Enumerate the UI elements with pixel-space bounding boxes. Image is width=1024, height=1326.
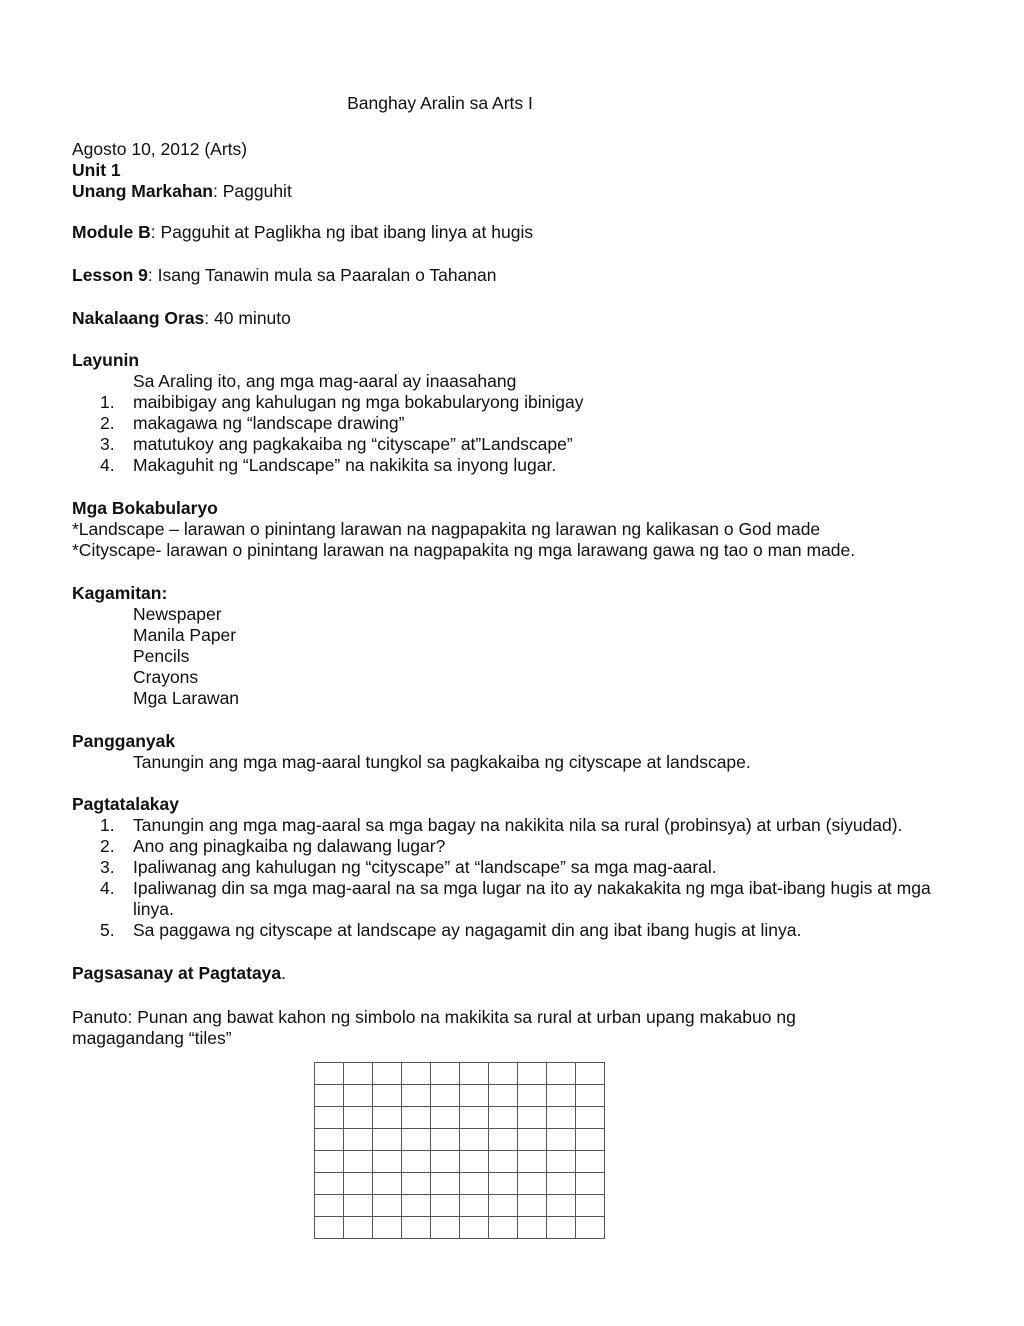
tile-grid[interactable]	[314, 1062, 605, 1239]
tile-row	[315, 1217, 605, 1239]
tile-cell[interactable]	[460, 1217, 489, 1239]
list-item: Pencils	[133, 646, 190, 666]
markahan-line: Unang Markahan: Pagguhit	[72, 181, 292, 201]
tile-cell[interactable]	[518, 1063, 547, 1085]
layunin-heading: Layunin	[72, 350, 140, 370]
tile-cell[interactable]	[373, 1151, 402, 1173]
tile-cell[interactable]	[547, 1085, 576, 1107]
pangganyak-text: Tanungin ang mga mag-aaral tungkol sa pagkakaiba ng cityscape at landscape.	[133, 752, 751, 772]
tile-cell[interactable]	[489, 1085, 518, 1107]
layunin-section	[72, 350, 583, 476]
tile-cell[interactable]	[315, 1151, 344, 1173]
tile-cell[interactable]	[315, 1129, 344, 1151]
list-item: 3. matutukoy ang pagkakaiba ng “cityscape” at”Landscape”	[100, 434, 573, 454]
tile-cell[interactable]	[402, 1217, 431, 1239]
tile-cell[interactable]	[315, 1085, 344, 1107]
tile-cell[interactable]	[576, 1063, 605, 1085]
tile-cell[interactable]	[460, 1151, 489, 1173]
tile-cell[interactable]	[431, 1129, 460, 1151]
tile-cell[interactable]	[518, 1085, 547, 1107]
tile-cell[interactable]	[373, 1217, 402, 1239]
tile-cell[interactable]	[547, 1151, 576, 1173]
tile-cell[interactable]	[489, 1063, 518, 1085]
tile-row	[315, 1173, 605, 1195]
list-item: 2. Ano ang pinagkaiba ng dalawang lugar?	[100, 836, 446, 856]
tile-cell[interactable]	[315, 1173, 344, 1195]
layunin-intro: Sa Araling ito, ang mga mag-aaral ay inaasahang	[133, 371, 517, 391]
tile-row	[315, 1085, 605, 1107]
tile-cell[interactable]	[373, 1173, 402, 1195]
tile-cell[interactable]	[402, 1085, 431, 1107]
tile-cell[interactable]	[576, 1217, 605, 1239]
tile-cell[interactable]	[518, 1107, 547, 1129]
tile-cell[interactable]	[547, 1217, 576, 1239]
list-item: 5. Sa paggawa ng cityscape at landscape ay nagagamit din ang ibat ibang hugis at linya.	[100, 920, 802, 940]
lesson-date: Agosto 10, 2012 (Arts)	[72, 139, 248, 159]
tile-cell[interactable]	[315, 1107, 344, 1129]
layunin-list	[72, 392, 583, 476]
tile-row	[315, 1195, 605, 1217]
tile-cell[interactable]	[518, 1173, 547, 1195]
tile-cell[interactable]	[489, 1129, 518, 1151]
tile-cell[interactable]	[373, 1063, 402, 1085]
tile-row	[315, 1129, 605, 1151]
pagsasanay-instruction: Panuto: Punan ang bawat kahon ng simbolo na makikita sa rural at urban upang makabuo ng magagandang “tiles”	[72, 1007, 796, 1048]
pagsasanay-heading: Pagsasanay at Pagtataya.	[72, 963, 287, 983]
tile-cell[interactable]	[547, 1173, 576, 1195]
tile-cell[interactable]	[460, 1107, 489, 1129]
list-item: 4. Ipaliwanag din sa mga mag-aaral na sa mga lugar na ito ay nakakakita ng mga ibat-ibang hugis at mga linya.	[100, 878, 931, 919]
tile-cell[interactable]	[460, 1063, 489, 1085]
tile-cell[interactable]	[576, 1151, 605, 1173]
kagamitan-heading: Kagamitan:	[72, 583, 168, 603]
tile-cell[interactable]	[460, 1085, 489, 1107]
list-item: Mga Larawan	[133, 688, 240, 708]
tile-cell[interactable]	[315, 1217, 344, 1239]
tile-row	[315, 1107, 605, 1129]
tile-cell[interactable]	[402, 1195, 431, 1217]
tile-cell[interactable]	[518, 1195, 547, 1217]
tile-cell[interactable]	[576, 1107, 605, 1129]
header-block	[72, 139, 292, 202]
pangganyak-heading: Pangganyak	[72, 731, 176, 751]
pagtatalakay-heading: Pagtatalakay	[72, 794, 180, 814]
tile-cell[interactable]	[402, 1107, 431, 1129]
tile-cell[interactable]	[576, 1085, 605, 1107]
tile-cell[interactable]	[547, 1063, 576, 1085]
list-item: 2. makagawa ng “landscape drawing”	[100, 413, 405, 433]
tile-cell[interactable]	[344, 1217, 373, 1239]
tile-cell[interactable]	[402, 1173, 431, 1195]
tile-cell[interactable]	[402, 1129, 431, 1151]
tile-cell[interactable]	[489, 1173, 518, 1195]
tile-cell[interactable]	[431, 1063, 460, 1085]
tile-cell[interactable]	[431, 1107, 460, 1129]
tile-cell[interactable]	[431, 1151, 460, 1173]
tile-cell[interactable]	[402, 1151, 431, 1173]
tile-cell[interactable]	[518, 1151, 547, 1173]
tile-cell[interactable]	[518, 1129, 547, 1151]
tile-cell[interactable]	[402, 1063, 431, 1085]
tile-cell[interactable]	[547, 1107, 576, 1129]
list-item: 1. Tanungin ang mga mag-aaral sa mga bagay na nakikita nila sa rural (probinsya) at urban (siyudad).	[100, 815, 903, 835]
tile-cell[interactable]	[315, 1063, 344, 1085]
page-title: Banghay Aralin sa Arts I	[347, 93, 533, 113]
pangganyak-section	[72, 731, 751, 773]
tile-cell[interactable]	[344, 1129, 373, 1151]
tile-cell[interactable]	[489, 1107, 518, 1129]
pagtatalakay-list	[72, 815, 953, 941]
tile-cell[interactable]	[518, 1217, 547, 1239]
tile-cell[interactable]	[431, 1173, 460, 1195]
bokabularyo-cityscape: *Cityscape- larawan o pinintang larawan na nagpapakita ng mga larawang gawa ng tao o man made.	[72, 540, 856, 560]
tile-cell[interactable]	[344, 1195, 373, 1217]
oras-line: Nakalaang Oras: 40 minuto	[72, 308, 291, 328]
tile-cell[interactable]	[373, 1129, 402, 1151]
bokabularyo-landscape: *Landscape – larawan o pinintang larawan na nagpapakita ng larawan ng kalikasan o God made	[72, 519, 821, 539]
tile-cell[interactable]	[344, 1085, 373, 1107]
tile-cell[interactable]	[489, 1151, 518, 1173]
tile-cell[interactable]	[460, 1129, 489, 1151]
tile-cell[interactable]	[344, 1063, 373, 1085]
kagamitan-section	[72, 583, 239, 709]
tile-cell[interactable]	[344, 1107, 373, 1129]
pagtatalakay-section	[72, 794, 953, 941]
tile-cell[interactable]	[373, 1107, 402, 1129]
tile-cell[interactable]	[460, 1173, 489, 1195]
list-item: Crayons	[133, 667, 199, 687]
list-item: Manila Paper	[133, 625, 237, 645]
bokabularyo-section	[72, 498, 855, 561]
tile-row	[315, 1151, 605, 1173]
tile-cell[interactable]	[576, 1129, 605, 1151]
tile-cell[interactable]	[344, 1151, 373, 1173]
tile-cell[interactable]	[431, 1085, 460, 1107]
tile-cell[interactable]	[373, 1195, 402, 1217]
list-item: 3. Ipaliwanag ang kahulugan ng “cityscape” at “landscape” sa mga mag-aaral.	[100, 857, 717, 877]
lesson-line: Lesson 9: Isang Tanawin mula sa Paaralan o Tahanan	[72, 265, 497, 285]
tile-cell[interactable]	[576, 1173, 605, 1195]
tile-cell[interactable]	[315, 1195, 344, 1217]
list-item: 1. maibibigay ang kahulugan ng mga bokabularyong ibinigay	[100, 392, 584, 412]
tile-cell[interactable]	[576, 1195, 605, 1217]
tile-cell[interactable]	[431, 1217, 460, 1239]
tile-cell[interactable]	[547, 1129, 576, 1151]
tile-cell[interactable]	[460, 1195, 489, 1217]
list-item: Newspaper	[133, 604, 222, 624]
unit-label: Unit 1	[72, 160, 121, 180]
tile-cell[interactable]	[489, 1195, 518, 1217]
tile-row	[315, 1063, 605, 1085]
list-item: 4. Makaguhit ng “Landscape” na nakikita sa inyong lugar.	[100, 455, 557, 475]
bokabularyo-heading: Mga Bokabularyo	[72, 498, 218, 518]
tile-cell[interactable]	[373, 1085, 402, 1107]
module-line: Module B: Pagguhit at Paglikha ng ibat ibang linya at hugis	[72, 222, 534, 242]
tile-cell[interactable]	[344, 1173, 373, 1195]
tile-cell[interactable]	[489, 1217, 518, 1239]
tile-cell[interactable]	[431, 1195, 460, 1217]
tile-cell[interactable]	[547, 1195, 576, 1217]
